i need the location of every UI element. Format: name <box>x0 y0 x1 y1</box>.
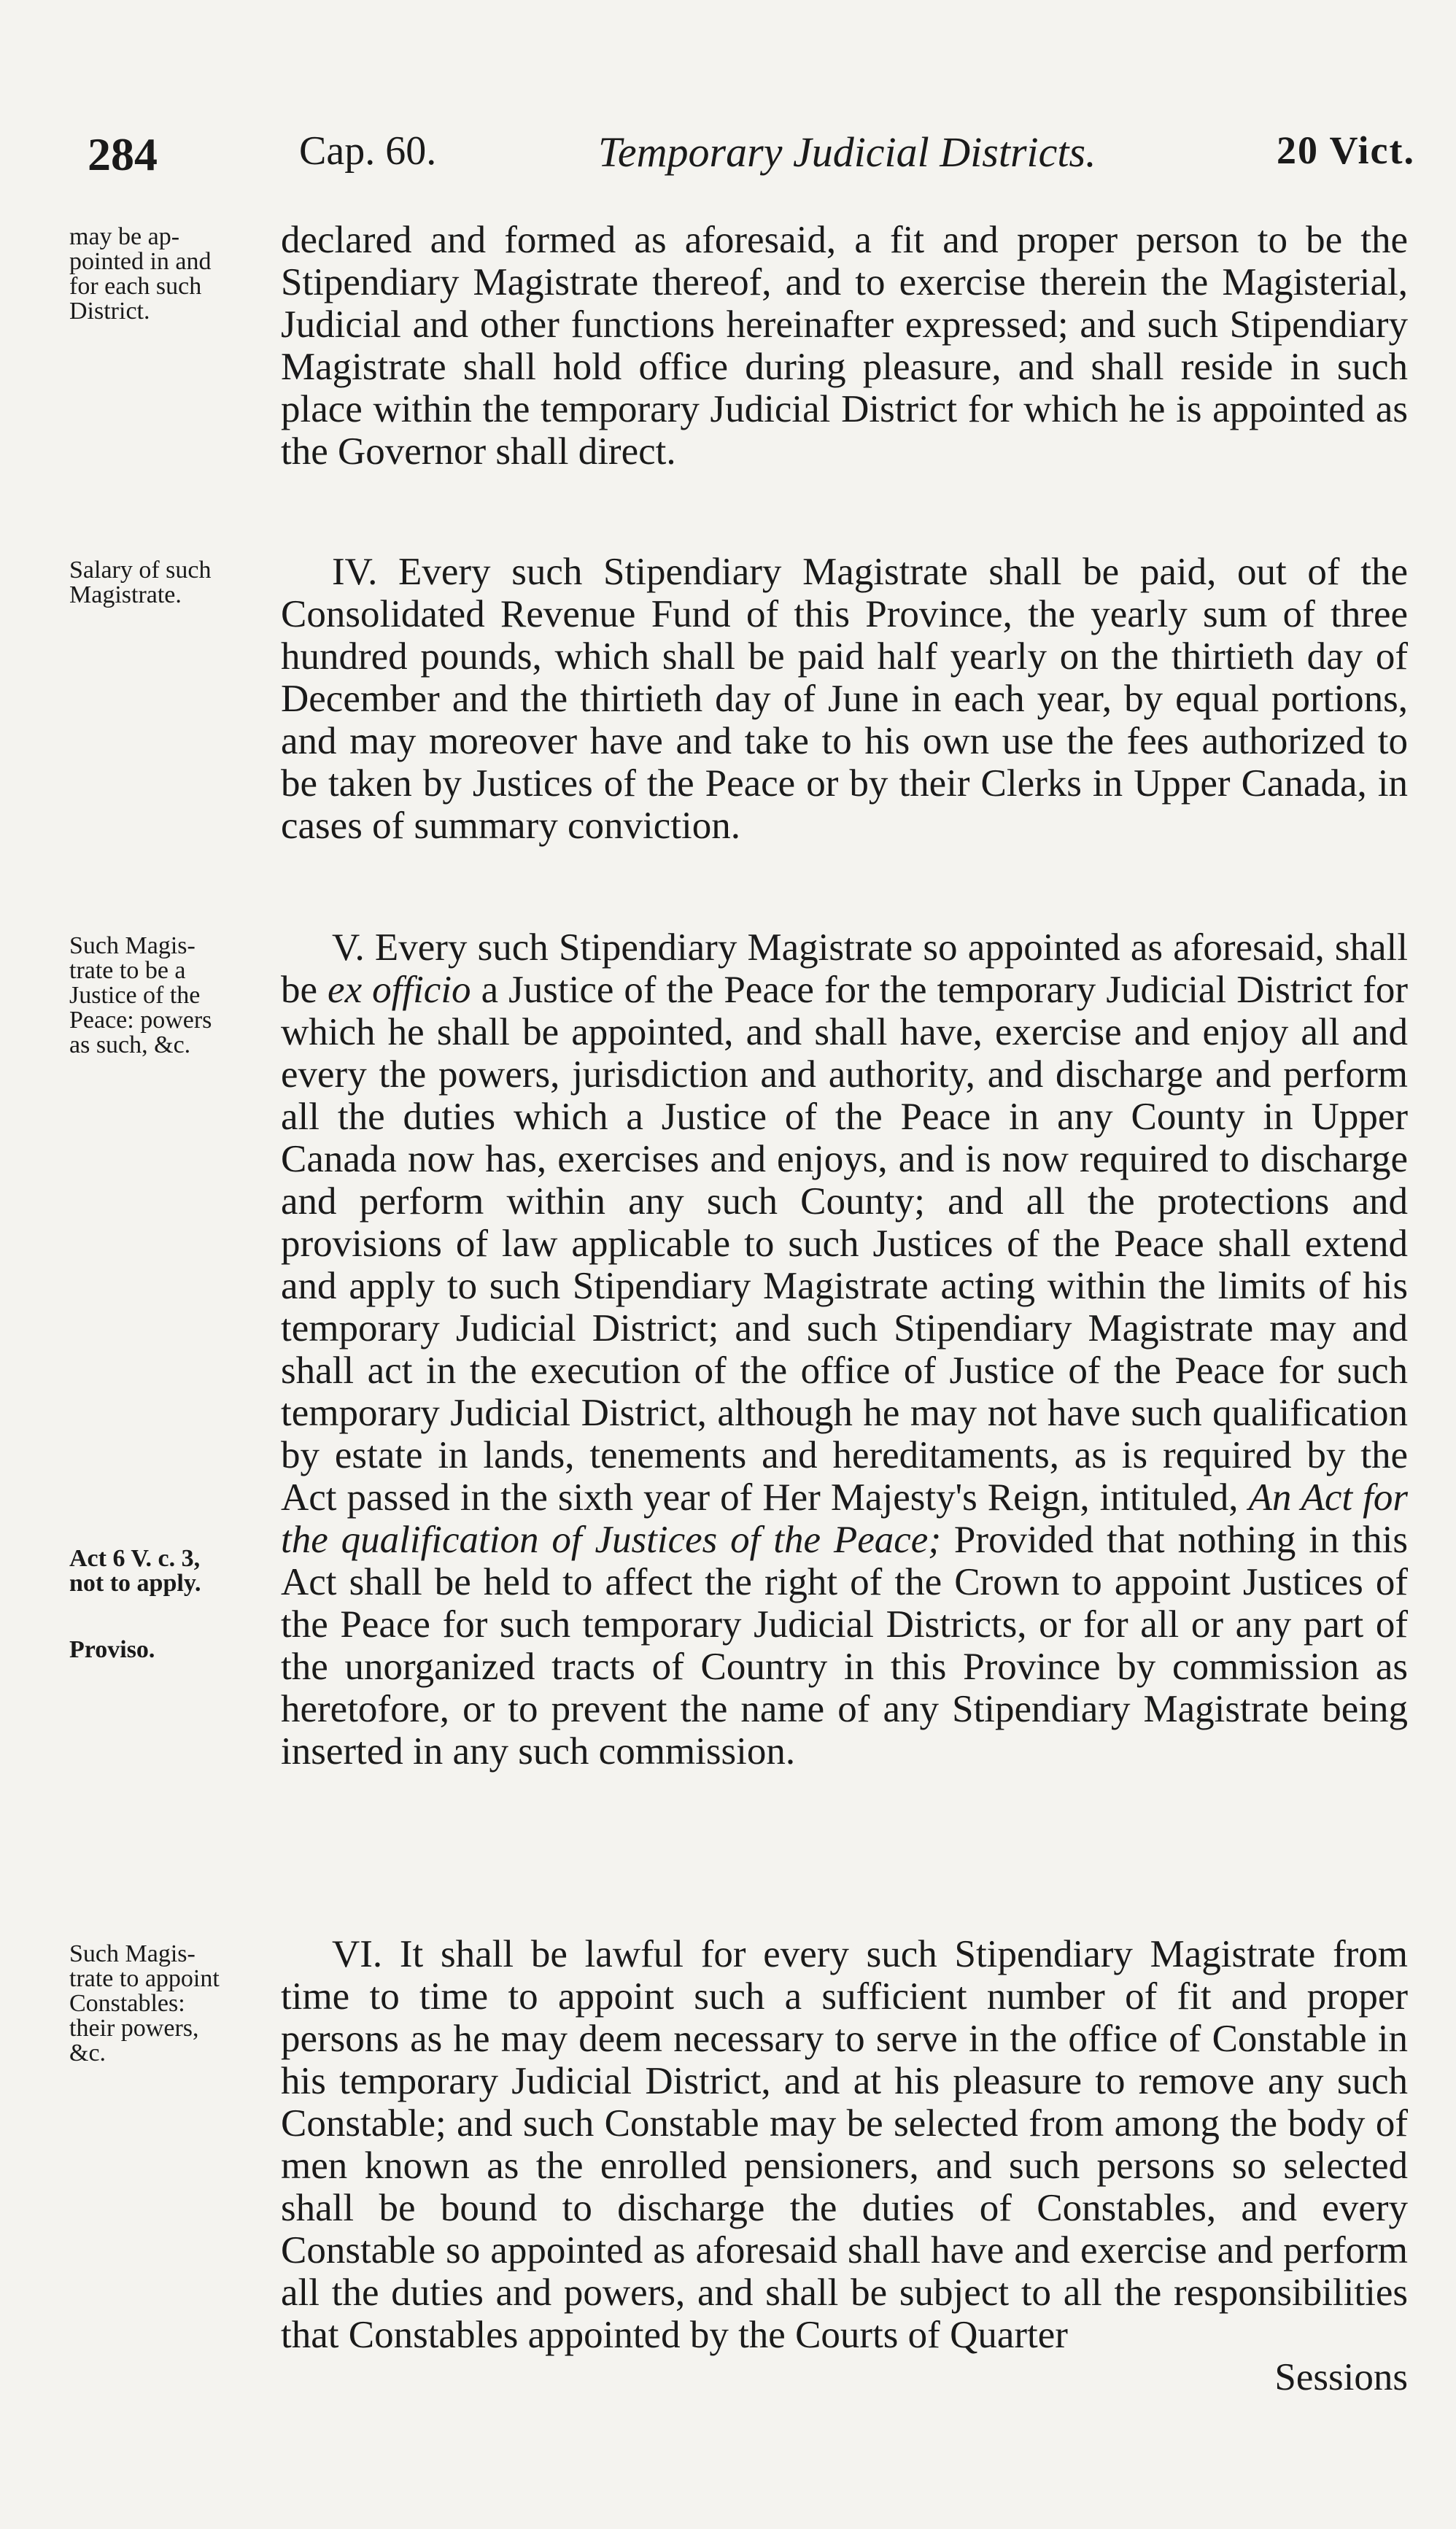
regnal-year: 20 Vict. <box>1277 128 1415 172</box>
chapter-label: Cap. 60. <box>299 128 437 174</box>
running-title: Temporary Judicial Districts. <box>598 128 1096 176</box>
section-text-part: Provided that nothing in this Act shall be held to affect the right of the Crown to appoint Justices of the Peace for such temporary Judicial Districts, or for all or any part of the unorganized tracts of Country in this Province by commission as heretofore, or to prevent the name of any Stipendiary Magistrate being inserted in any such commission. <box>281 1519 1408 1773</box>
act-title: An Act for the qualification of Justices of the Peace; <box>281 1476 1408 1561</box>
section-text-part: VI. It shall be lawful for every such Stipendiary Magistrate from time to time to appoint such a sufficient number of fit and proper persons as he may deem necessary to serve in the office of Constable in his temporary Judicial District, and at his pleasure to remove any such Constable; and such Constable may be selected from among the body of men known as the enrolled pensioners, and such persons so selected shall be bound to discharge the duties of Constables, and every Constable so appointed as aforesaid shall have and exercise and perform all the duties and powers, and shall be subject to all the responsibilities that Constables appointed by the Courts of Quarter <box>281 1933 1408 2356</box>
section-text-part: a Justice of the Peace for the temporary Judicial District for which he shall be appointed, and shall have, exercise and enjoy all and every the powers, jurisdiction and authority, and discharge and perform all the duties which a Justice of the Peace in any County in Upper Canada now has, exercises and enjoys, and is now required to discharge and perform within any such County; and all the protections and provisions of law applicable to such Justices of the Peace shall extend and apply to such Stipendiary Magistrate acting within the limits of his temporary Judicial District; and such Stipendiary Magistrate may and shall act in the execution of the office of Justice of the Peace for such temporary Judicial District, although he may not have such qualification by estate in lands, tenements and hereditaments, as is required by the Act passed in the sixth year of Her Majesty's Reign, intituled, <box>281 969 1408 1519</box>
section-text <box>281 926 1408 1773</box>
section-text: declared and formed as aforesaid, a fit and proper person to be the Stipendiary Magistrate thereof, and to exercise therein the Magisterial, Judicial and other functions hereinafter expressed; and such Stipendiary Magistrate shall hold office during pleasure, and shall reside in such place within the temporary Judicial District for which he is appointed as the Governor shall direct. <box>281 219 1408 473</box>
margin-note-proviso: Proviso. <box>69 1636 155 1663</box>
section-text-italic: ex officio <box>328 969 471 1011</box>
catchword: Sessions <box>1274 2356 1408 2398</box>
page-number: 284 <box>88 128 158 180</box>
margin-note: Such Magis- trate to be a Justice of the Peace: powers as such, &c. <box>69 932 212 1058</box>
section-text <box>281 1933 1408 2398</box>
margin-note: Such Magis- trate to appoint Constables: their powers, &c. <box>69 1940 220 2067</box>
margin-note: Salary of such Magistrate. <box>69 557 212 608</box>
margin-note: may be ap- pointed in and for each such District. <box>69 223 212 325</box>
section-text-part: V. Every such Stipendiary Magistrate so appointed as aforesaid, shall be <box>281 926 1408 1011</box>
page-header <box>88 128 1415 193</box>
section-text: IV. Every such Stipendiary Magistrate shall be paid, out of the Consolidated Revenue Fund of this Province, the yearly sum of three hundred pounds, which shall be paid half yearly on the thirtieth day of December and the thirtieth day of June in each year, by equal portions, and may moreover have and take to his own use the fees authorized to be taken by Justices of the Peace or by their Clerks in Upper Canada, in cases of summary conviction. <box>281 551 1408 847</box>
margin-note-act: Act 6 V. c. 3, not to apply. <box>69 1545 201 1597</box>
